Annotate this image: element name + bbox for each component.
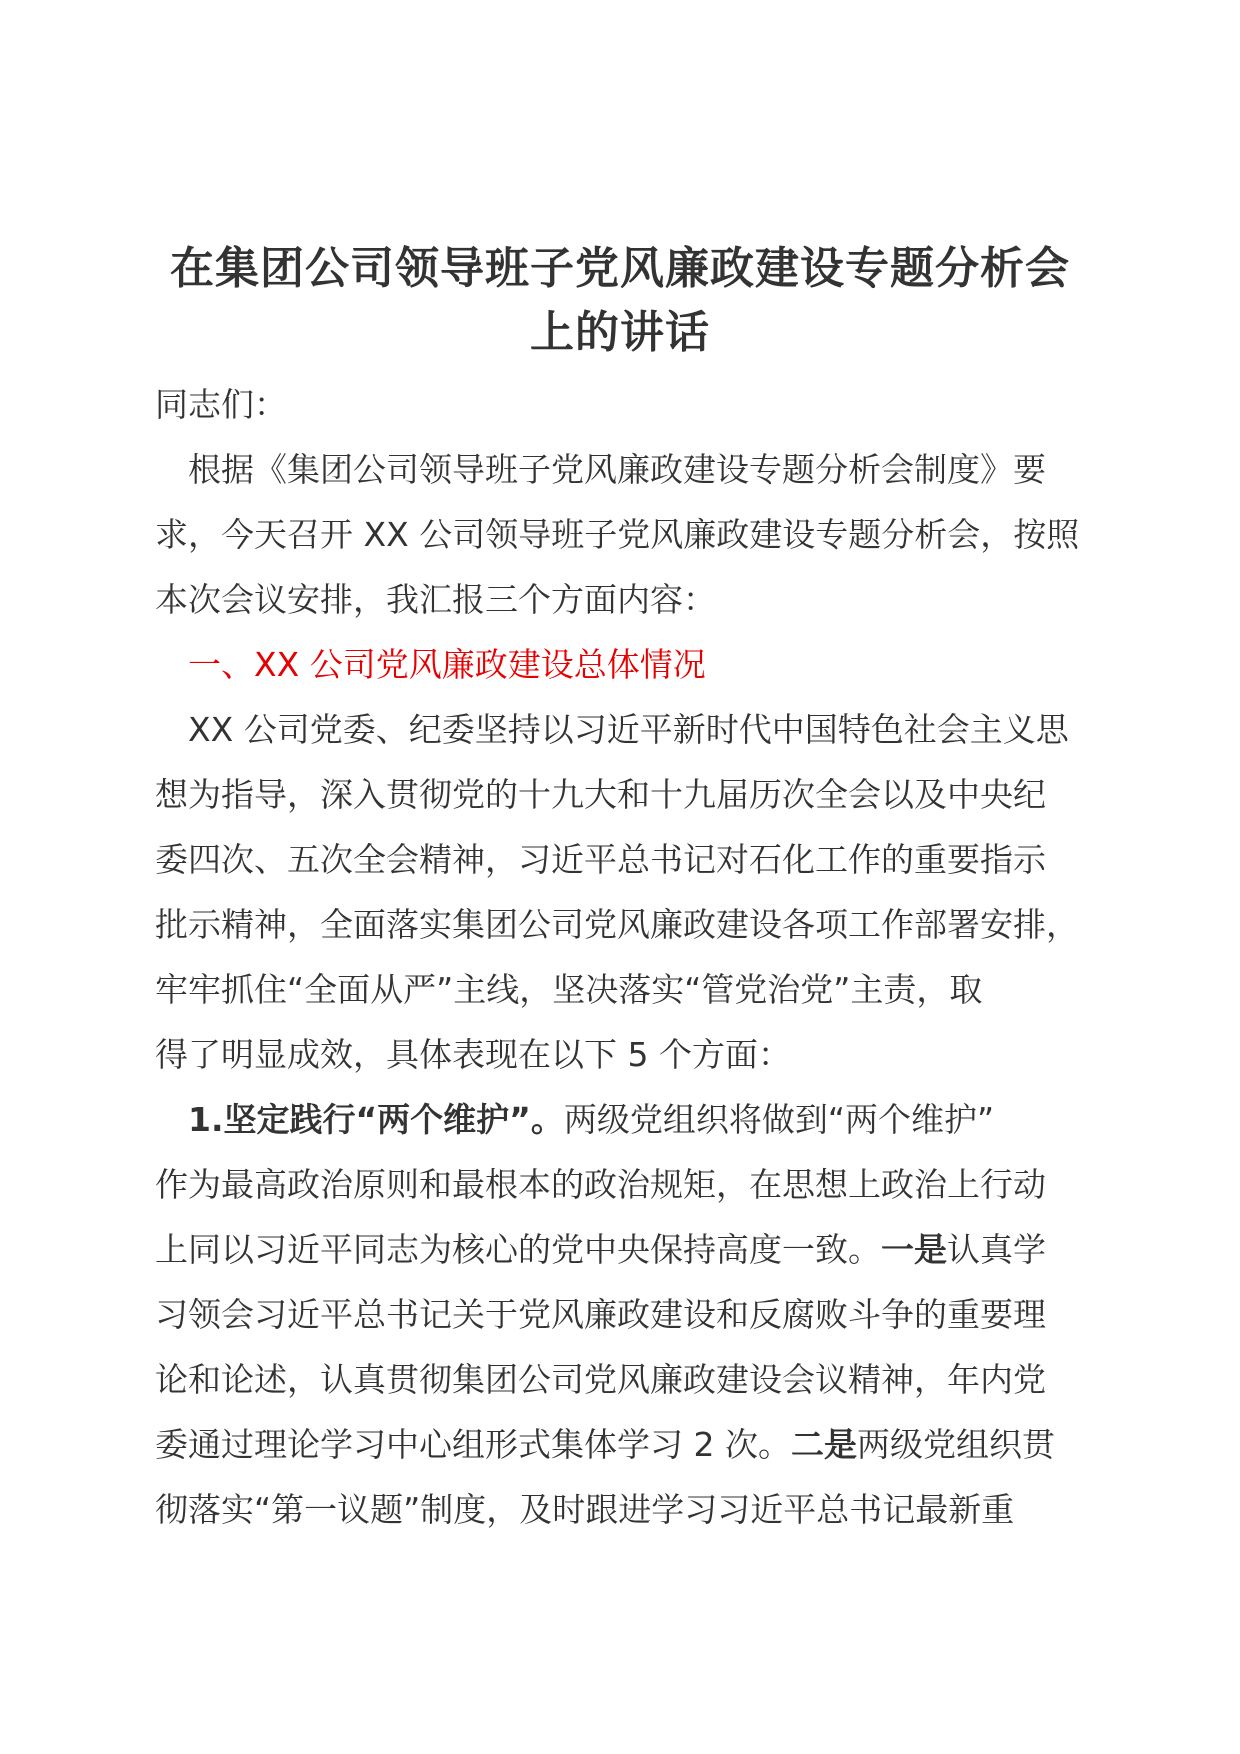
paragraph-3-line-3-pre: 上同以习近平同志为核心的党中央保持高度一致。: [155, 1230, 881, 1269]
document-title-line-1: 在集团公司领导班子党风廉政建设专题分析会: [170, 243, 1070, 294]
paragraph-3-line-6-pre: 委通过理论学习中心组形式集体学习 2 次。: [155, 1425, 791, 1464]
section-heading-1: 一、XX 公司党风廉政建设总体情况: [188, 645, 706, 684]
paragraph-2-line-2: 想为指导，深入贯彻党的十九大和十九届历次全会以及中央纪: [155, 775, 1046, 814]
paragraph-3-line-6-bold: 二是: [790, 1425, 857, 1464]
paragraph-3-line-6-post: 两级党组织贯: [856, 1425, 1055, 1464]
paragraph-3-line-7: 彻落实“第一议题”制度，及时跟进学习习近平总书记最新重: [155, 1490, 1015, 1529]
paragraph-2-line-3: 委四次、五次全会精神，习近平总书记对石化工作的重要指示: [155, 840, 1046, 879]
paragraph-3-line-3-bold: 一是: [881, 1230, 947, 1269]
paragraph-3-line-5: 论和论述，认真贯彻集团公司党风廉政建设会议精神，年内党: [155, 1360, 1046, 1399]
paragraph-1-line-2: 求，今天召开 XX 公司领导班子党风廉政建设专题分析会，按照: [155, 515, 1080, 554]
paragraph-3-line-6: [155, 1412, 1115, 1477]
paragraph-3-line-1-rest: 两级党组织将做到“两个维护”: [563, 1100, 995, 1139]
document-title-line-2: 上的讲话: [530, 307, 710, 358]
paragraph-2-line-6: 得了明显成效，具体表现在以下 5 个方面：: [155, 1035, 791, 1074]
salutation: 同志们：: [155, 385, 287, 424]
paragraph-3-line-2: 作为最高政治原则和最根本的政治规矩，在思想上政治上行动: [155, 1165, 1046, 1204]
paragraph-3-line-3: [155, 1217, 1115, 1282]
paragraph-2-line-4: 批示精神，全面落实集团公司党风廉政建设各项工作部署安排，: [155, 905, 1079, 944]
paragraph-3-lead-bold: 1.坚定践行“两个维护”。: [188, 1100, 564, 1139]
paragraph-2-line-1: XX 公司党委、纪委坚持以习近平新时代中国特色社会主义思: [188, 710, 1069, 749]
paragraph-2-line-5: 牢牢抓住“全面从严”主线，坚决落实“管党治党”主责，取: [155, 970, 983, 1009]
paragraph-1-line-1: 根据《集团公司领导班子党风廉政建设专题分析会制度》要: [188, 450, 1046, 489]
document-body: [155, 372, 1115, 1542]
paragraph-3-line-4: 习领会习近平总书记关于党风廉政建设和反腐败斗争的重要理: [155, 1295, 1046, 1334]
paragraph-3-line-1: [155, 1087, 1115, 1152]
paragraph-1-line-3: 本次会议安排，我汇报三个方面内容：: [155, 580, 716, 619]
paragraph-3-line-3-post: 认真学: [947, 1230, 1046, 1269]
